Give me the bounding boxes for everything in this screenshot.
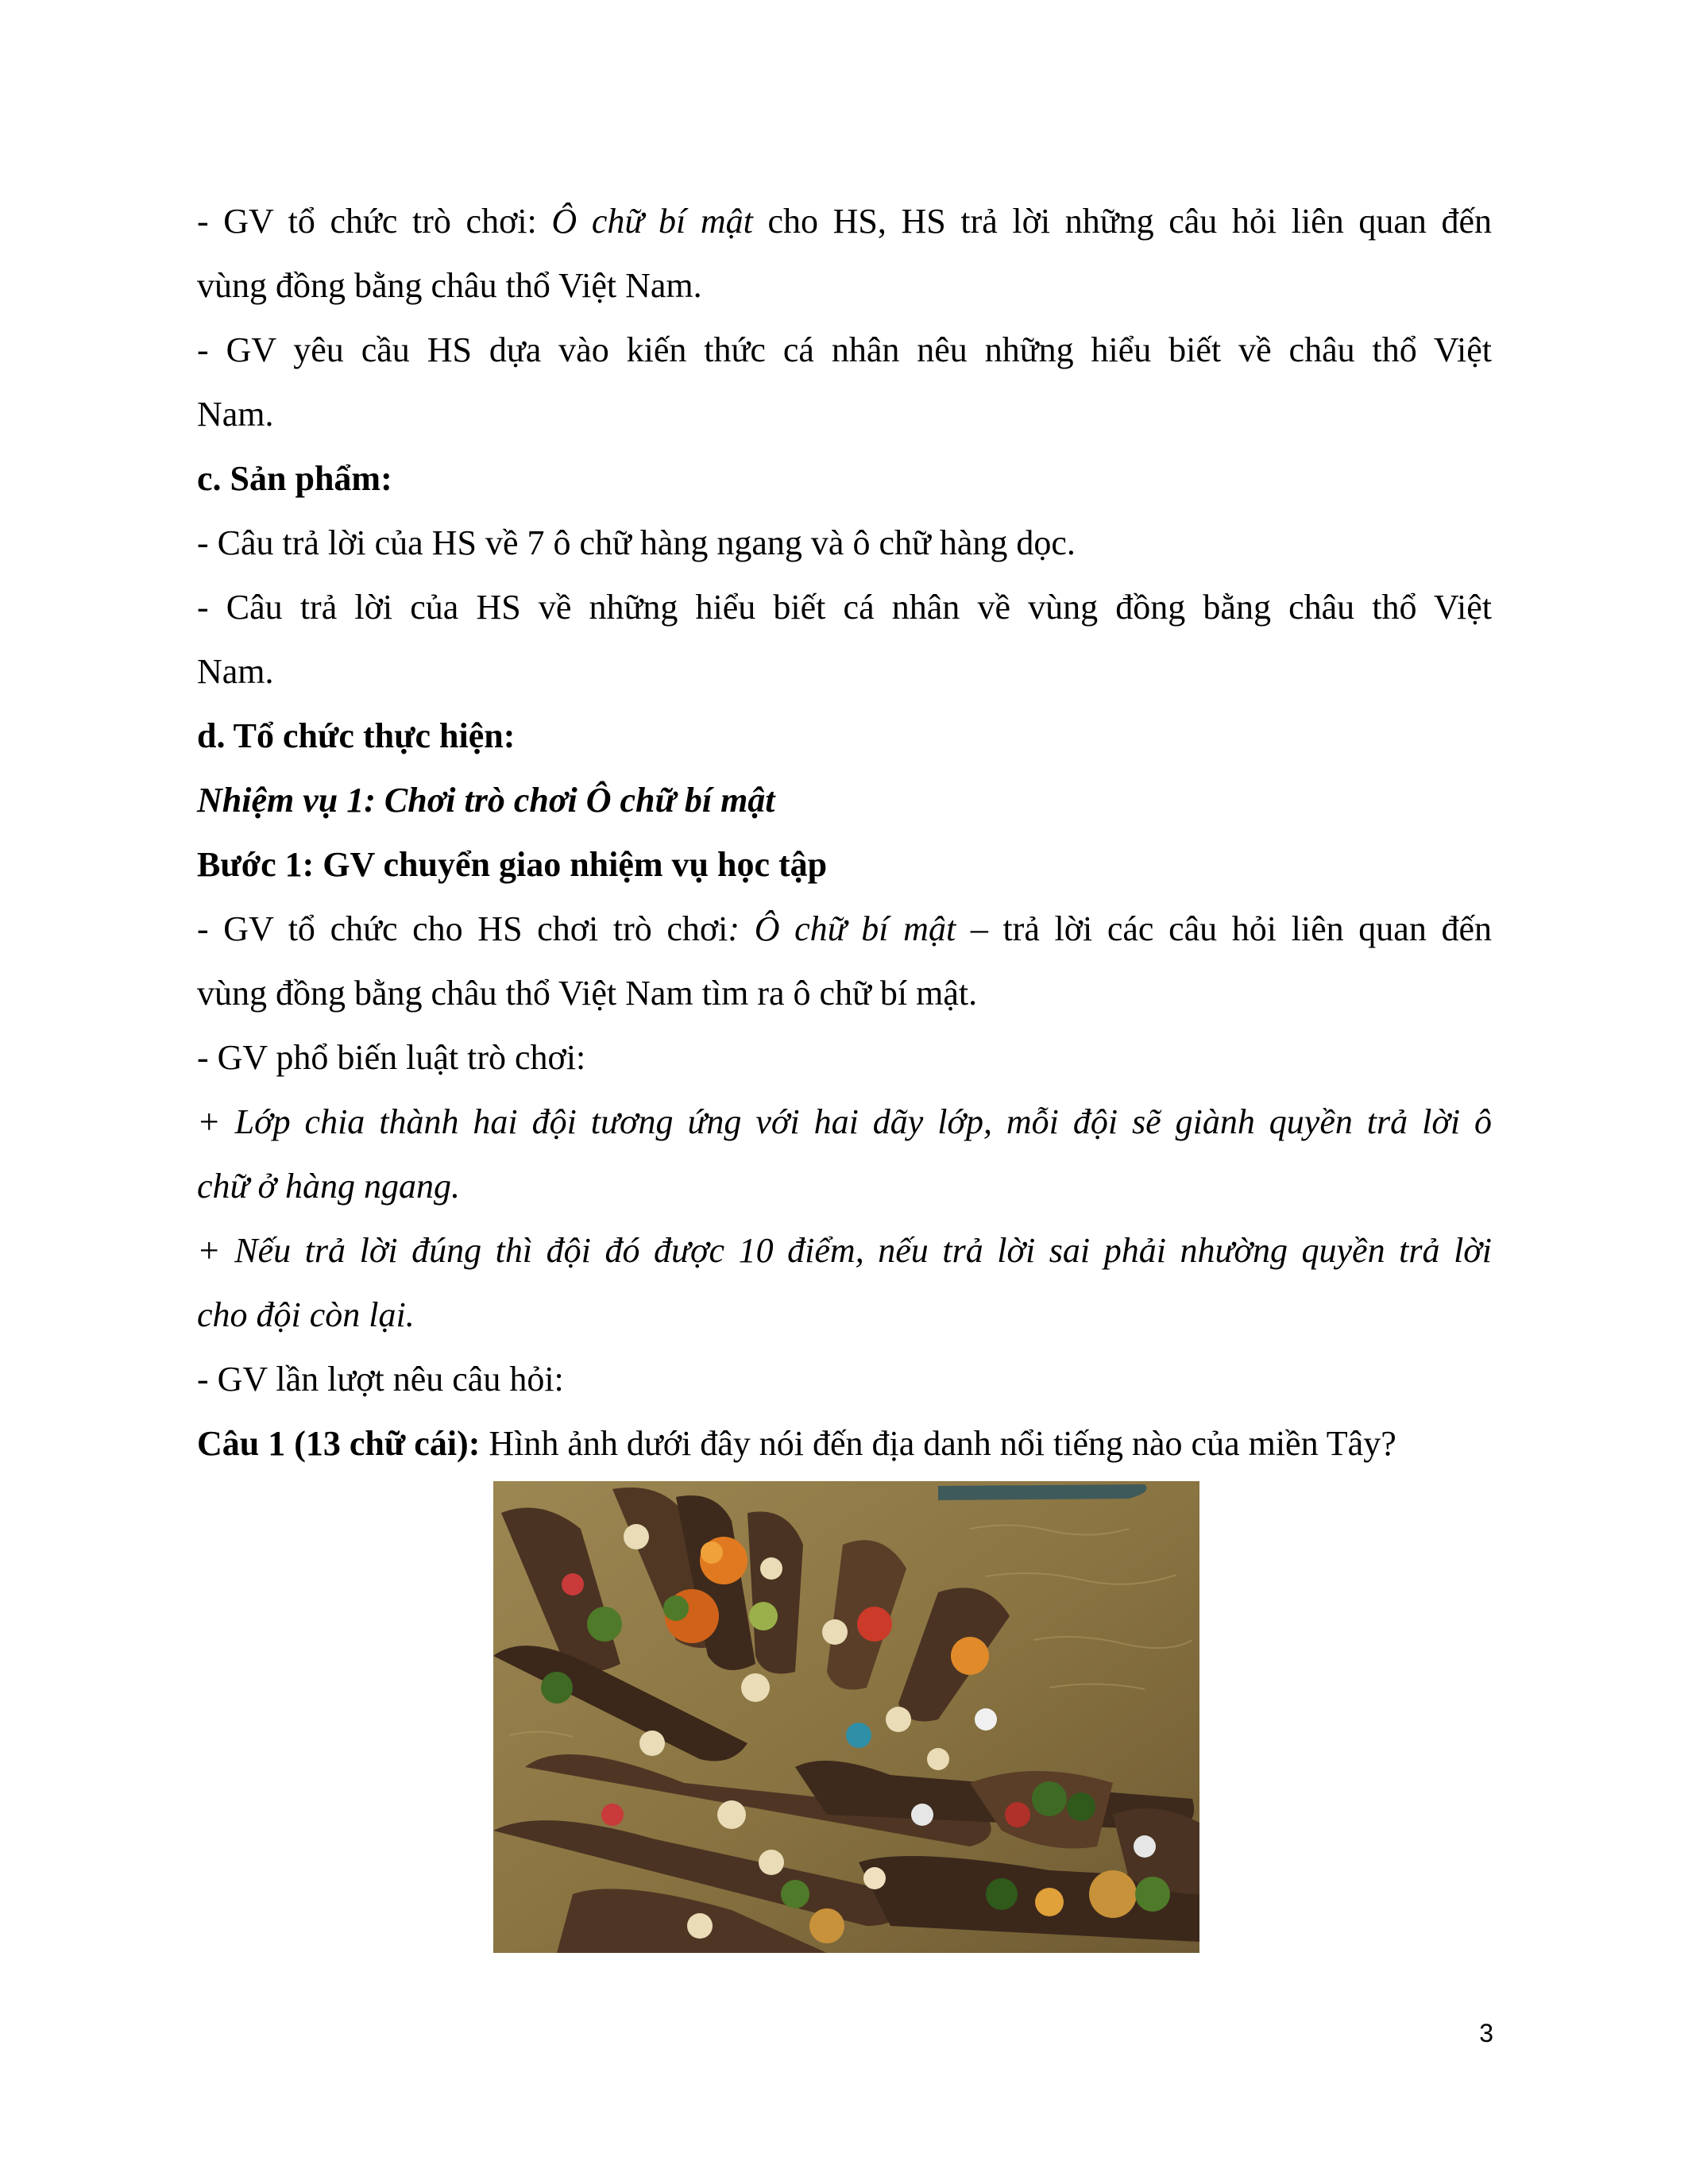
question-text: Hình ảnh dưới đây nói đến địa danh nổi tiếng nào của miền Tây? — [480, 1424, 1396, 1463]
heading-step-1: Bước 1: GV chuyển giao nhiệm vụ học tập — [197, 845, 828, 884]
text-run: cho HS, HS trả lời những câu hỏi liên quan đến — [752, 202, 1493, 241]
text-run: – trả lời các câu hỏi liên quan đến — [970, 909, 1493, 948]
text-run-italic: Ô chữ bí mật — [551, 202, 753, 241]
heading-task-1: Nhiệm vụ 1: Chơi trò chơi Ô chữ bí mật — [197, 781, 775, 820]
paragraph-knowledge: - GV yêu cầu HS dựa vào kiến thức cá nhân nêu những hiểu biết về châu thổ Việt — [197, 330, 1492, 369]
paragraph-step1-intro — [197, 897, 1492, 961]
paragraph-questions-intro: - GV lần lượt nêu câu hỏi: — [197, 1360, 564, 1399]
page-number: 3 — [1479, 2019, 1493, 2047]
paragraph-product-1: - Câu trả lời của HS về 7 ô chữ hàng ngang và ô chữ hàng dọc. — [197, 523, 1076, 562]
floating-market-illustration — [493, 1481, 1199, 1953]
paragraph-product-2: - Câu trả lời của HS về những hiểu biết cá nhân về vùng đồng bằng châu thổ Việt — [197, 588, 1492, 627]
heading-product: c. Sản phẩm: — [197, 459, 392, 498]
paragraph-question-1 — [197, 1411, 1492, 1476]
paragraph-rules-intro: - GV phổ biến luật trò chơi: — [197, 1038, 586, 1077]
paragraph-rule-1-line2: chữ ở hàng ngang. — [197, 1167, 461, 1206]
paragraph-step1-intro-line2: vùng đồng bằng châu thổ Việt Nam tìm ra ô chữ bí mật. — [197, 974, 978, 1013]
paragraph-game-intro-line2: vùng đồng bằng châu thổ Việt Nam. — [197, 266, 702, 305]
heading-organization: d. Tổ chức thực hiện: — [197, 716, 516, 755]
paragraph-game-intro — [197, 189, 1492, 253]
text-run: - GV tổ chức trò chơi: — [197, 202, 552, 241]
text-run-italic: : Ô chữ bí mật — [728, 909, 971, 948]
paragraph-rule-2: + Nếu trả lời đúng thì đội đó được 10 điểm, nếu trả lời sai phải nhường quyền trả lời — [197, 1231, 1492, 1270]
document-body — [197, 189, 1492, 1476]
distant-boat — [938, 1484, 1147, 1500]
paragraph-knowledge-line2: Nam. — [197, 395, 274, 434]
question-label: Câu 1 (13 chữ cái): — [197, 1424, 481, 1463]
paragraph-product-2-line2: Nam. — [197, 652, 274, 691]
floating-market-photo — [493, 1481, 1199, 1953]
paragraph-rule-1: + Lớp chia thành hai đội tương ứng với hai dãy lớp, mỗi đội sẽ giành quyền trả lời ô — [197, 1102, 1492, 1141]
text-run: - GV tổ chức cho HS chơi trò chơi — [197, 909, 728, 948]
paragraph-rule-2-line2: cho đội còn lại. — [197, 1295, 415, 1334]
